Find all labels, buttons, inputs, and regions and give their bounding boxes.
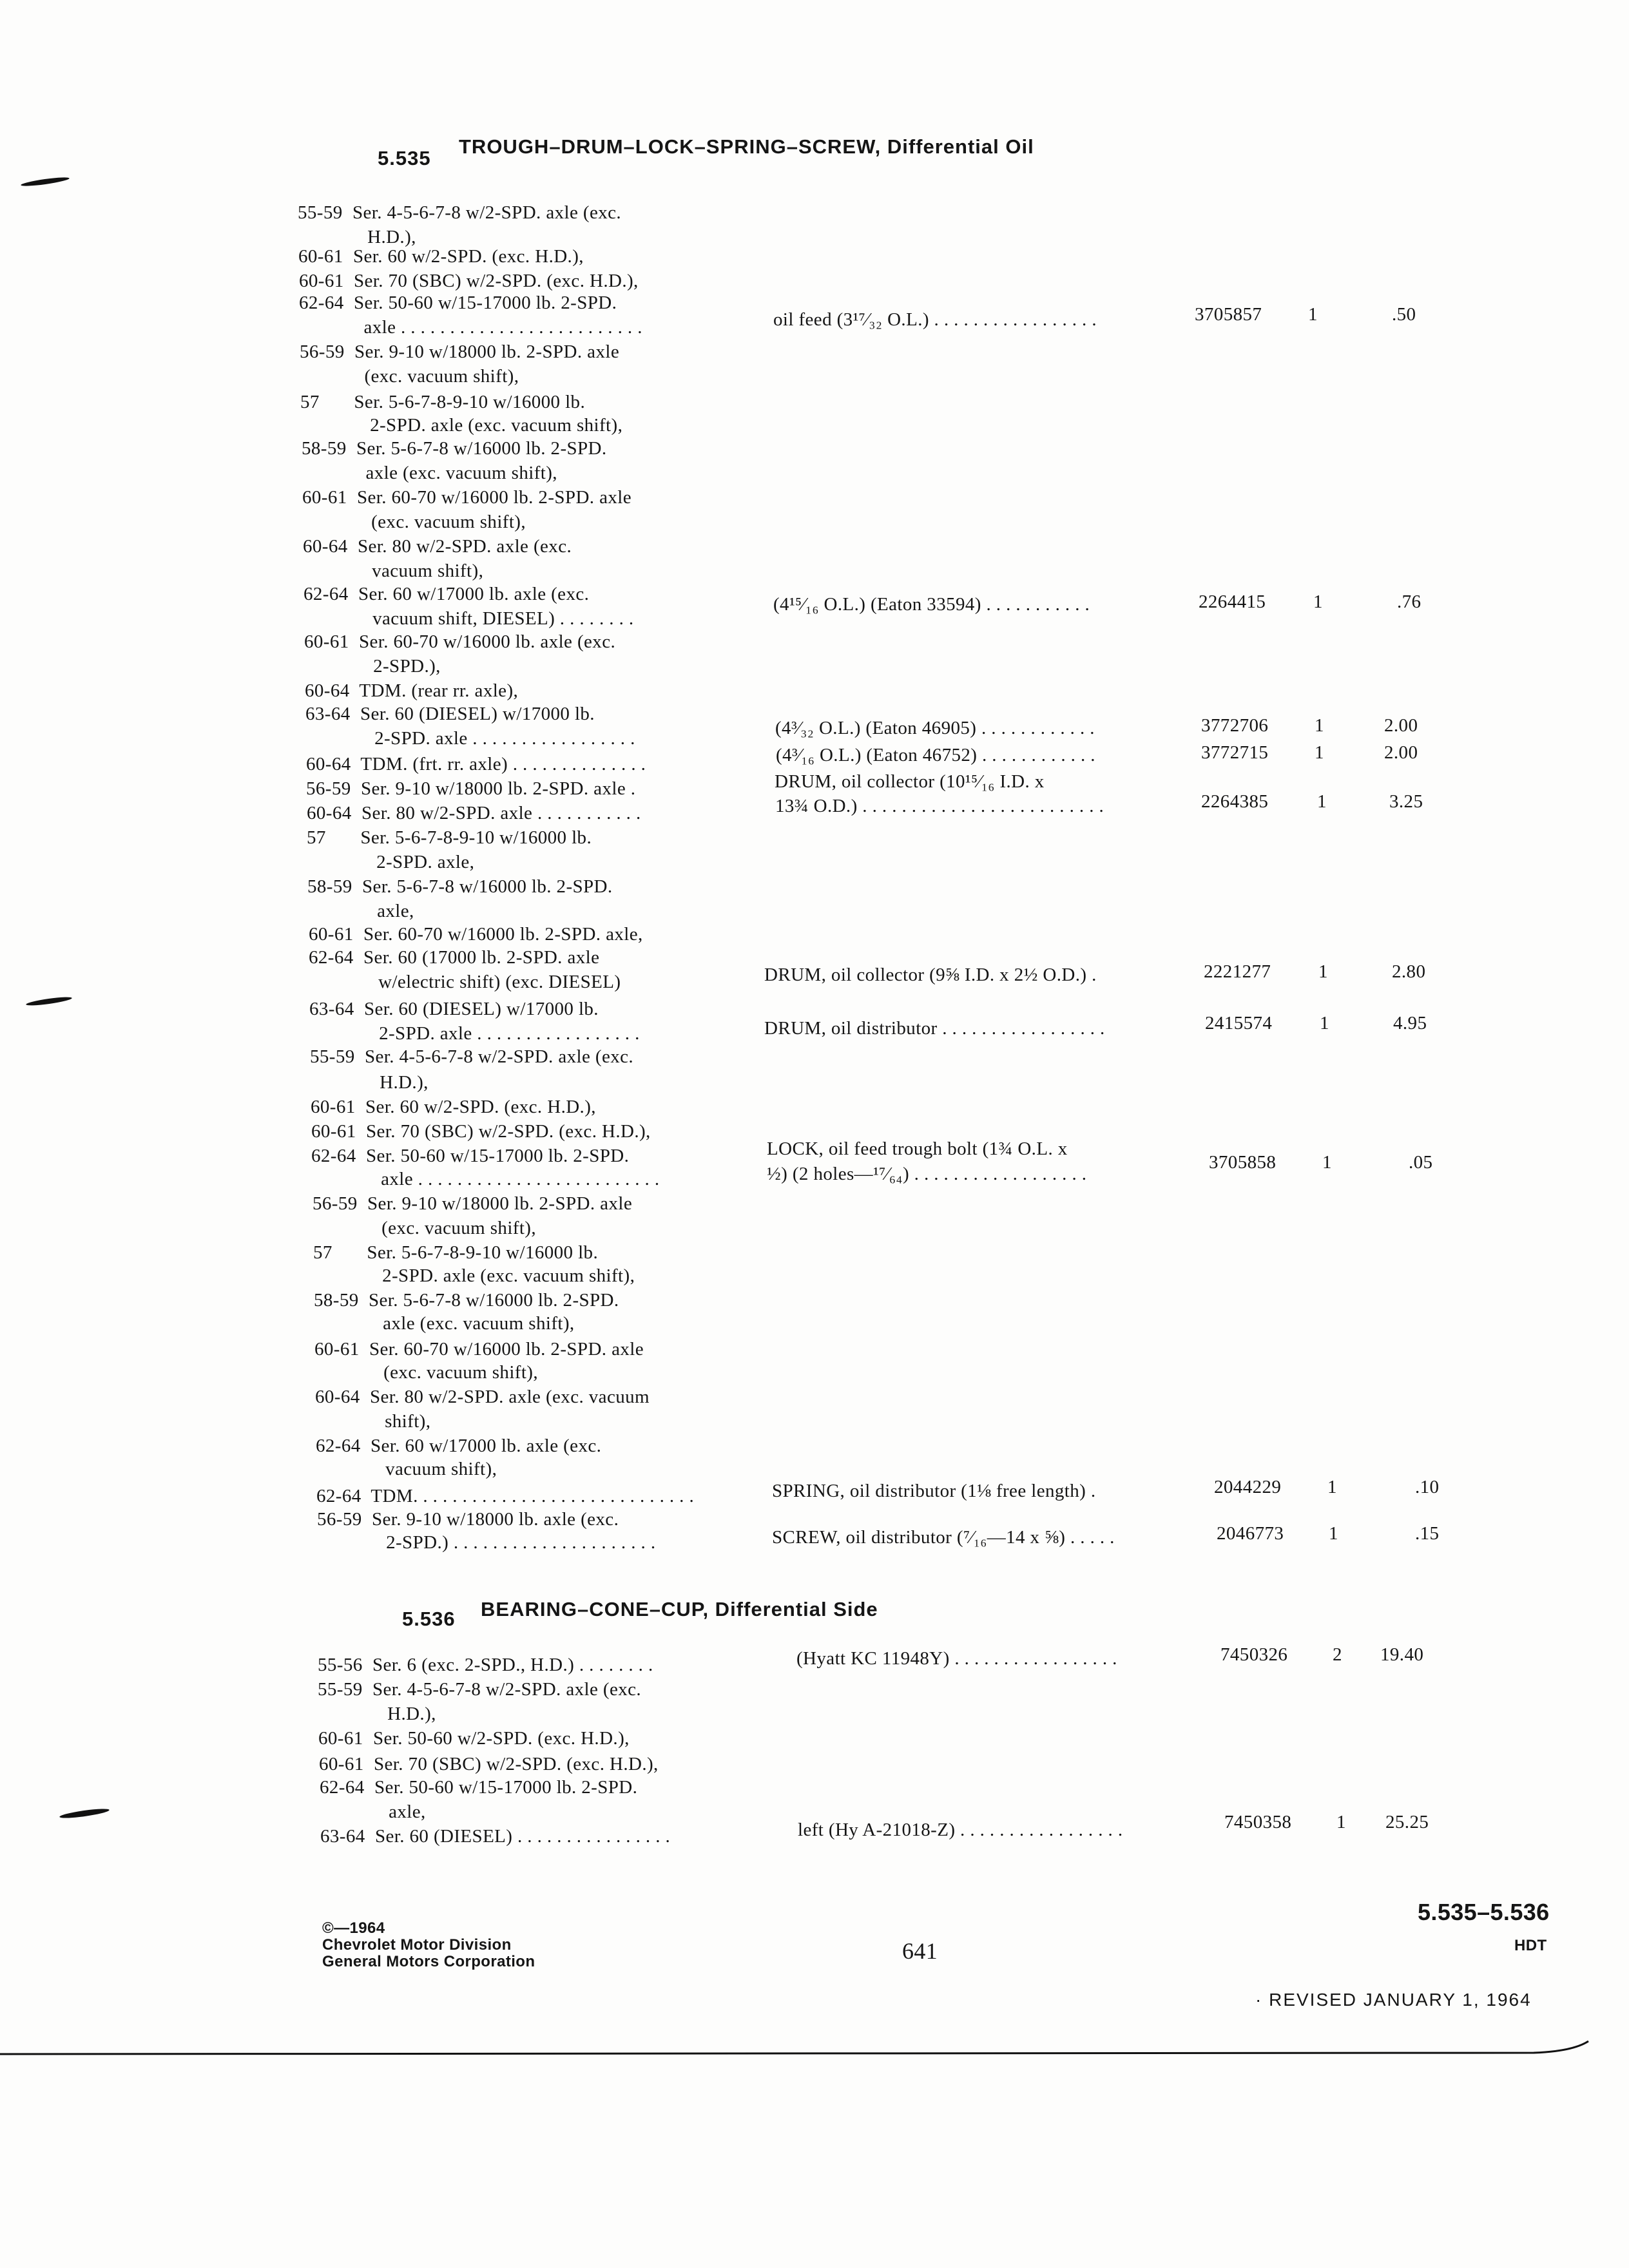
applicability-line: 55-59 Ser. 4-5-6-7-8 w/2-SPD. axle (exc. <box>310 1046 634 1067</box>
part-number: 7450326 <box>1220 1644 1288 1665</box>
description-line: LOCK, oil feed trough bolt (1¾ O.L. x <box>767 1139 1068 1159</box>
applicability-line: 60-64 TDM. (rear rr. axle), <box>305 680 519 701</box>
quantity: 1 <box>1308 304 1318 325</box>
applicability-line: 2-SPD. axle, <box>307 852 475 872</box>
binder-mark-middle <box>26 995 72 1007</box>
applicability-line: 2-SPD. axle . . . . . . . . . . . . . . . . . <box>310 1023 640 1044</box>
copyright-line: ©—1964 <box>322 1919 385 1937</box>
price: .05 <box>1409 1152 1433 1173</box>
applicability-line: 60-61 Ser. 70 (SBC) w/2-SPD. (exc. H.D.), <box>319 1754 659 1774</box>
price: 3.25 <box>1389 791 1423 812</box>
applicability-line: 60-61 Ser. 60-70 w/16000 lb. 2-SPD. axle <box>314 1339 644 1360</box>
part-number: 2046773 <box>1217 1523 1284 1544</box>
applicability-line: H.D.), <box>318 1704 436 1724</box>
applicability-line: axle . . . . . . . . . . . . . . . . . . . . . . . . . <box>300 317 642 338</box>
applicability-line: vacuum shift), <box>303 561 484 581</box>
applicability-line: 60-64 Ser. 80 w/2-SPD. axle . . . . . . . . . . . <box>307 803 641 823</box>
applicability-line: 60-61 Ser. 60-70 w/16000 lb. 2-SPD. axle <box>302 487 631 508</box>
quantity: 1 <box>1315 715 1324 736</box>
quantity: 1 <box>1327 1477 1337 1497</box>
quantity: 1 <box>1336 1812 1346 1832</box>
price: .76 <box>1397 591 1422 612</box>
section-range: 5.535–5.536 <box>1418 1899 1550 1925</box>
applicability-line: (exc. vacuum shift), <box>313 1218 537 1238</box>
applicability-line: 62-64 Ser. 50-60 w/15-17000 lb. 2-SPD. <box>299 293 617 313</box>
part-number: 2264415 <box>1199 591 1266 612</box>
applicability-line: 60-61 Ser. 70 (SBC) w/2-SPD. (exc. H.D.), <box>299 271 639 291</box>
binder-mark-bottom <box>59 1807 110 1820</box>
price: .15 <box>1415 1523 1440 1544</box>
quantity: 1 <box>1322 1152 1332 1173</box>
applicability-line: H.D.), <box>311 1072 429 1093</box>
applicability-line: 60-61 Ser. 60-70 w/16000 lb. 2-SPD. axle, <box>309 924 643 945</box>
applicability-line: 62-64 Ser. 60 w/17000 lb. axle (exc. <box>316 1436 602 1456</box>
description-line: SPRING, oil distributor (1⅛ free length) . <box>772 1481 1096 1501</box>
applicability-line: 56-59 Ser. 9-10 w/18000 lb. axle (exc. <box>317 1509 619 1530</box>
applicability-line: axle (exc. vacuum shift), <box>302 463 557 483</box>
quantity: 1 <box>1320 1013 1329 1033</box>
applicability-line: 58-59 Ser. 5-6-7-8 w/16000 lb. 2-SPD. <box>307 876 613 897</box>
applicability-line: 55-56 Ser. 6 (exc. 2-SPD., H.D.) . . . . . . . . <box>318 1655 653 1675</box>
division-line: Chevrolet Motor Division <box>322 1936 512 1954</box>
part-number: 7450358 <box>1224 1812 1292 1832</box>
section-5536-number: 5.536 <box>402 1608 456 1630</box>
price: .10 <box>1415 1477 1440 1497</box>
applicability-line: 60-61 Ser. 50-60 w/2-SPD. (exc. H.D.), <box>318 1728 630 1749</box>
quantity: 1 <box>1313 591 1323 612</box>
applicability-line: H.D.), <box>298 227 416 247</box>
description-line: 13¾ O.D.) . . . . . . . . . . . . . . . . . . . . . . . . . <box>775 796 1104 816</box>
applicability-line: 62-64 Ser. 60 w/17000 lb. axle (exc. <box>304 584 590 604</box>
part-number: 3772715 <box>1201 742 1269 763</box>
corporation-line: General Motors Corporation <box>322 1953 535 1970</box>
description-line: (4¹⁵⁄₁₆ O.L.) (Eaton 33594) . . . . . . . . . . . <box>773 594 1090 615</box>
price: 4.95 <box>1393 1013 1427 1033</box>
description-line: DRUM, oil collector (10¹⁵⁄₁₆ I.D. x <box>775 771 1045 792</box>
applicability-line: 63-64 Ser. 60 (DIESEL) . . . . . . . . . . . . . . . . <box>320 1826 671 1847</box>
description-line: DRUM, oil collector (9⅝ I.D. x 2½ O.D.) . <box>764 965 1097 985</box>
bottom-rule <box>0 2030 1629 2068</box>
price: 2.80 <box>1392 961 1426 982</box>
applicability-line: 57 Ser. 5-6-7-8-9-10 w/16000 lb. <box>307 827 592 848</box>
applicability-line: 56-59 Ser. 9-10 w/18000 lb. 2-SPD. axle <box>300 341 620 362</box>
applicability-line: 60-61 Ser. 60 w/2-SPD. (exc. H.D.), <box>298 246 584 267</box>
description-line: ½) (2 holes—¹⁷⁄₆₄) . . . . . . . . . . . . . . . . . . <box>767 1164 1087 1184</box>
applicability-line: axle (exc. vacuum shift), <box>314 1313 575 1334</box>
applicability-line: 57 Ser. 5-6-7-8-9-10 w/16000 lb. <box>300 392 586 412</box>
description-line: left (Hy A-21018-Z) . . . . . . . . . . . . . . . . . <box>798 1820 1123 1840</box>
page-number: 641 <box>902 1938 938 1964</box>
applicability-line: 55-59 Ser. 4-5-6-7-8 w/2-SPD. axle (exc. <box>298 202 622 223</box>
price: 2.00 <box>1384 715 1418 736</box>
applicability-line: w/electric shift) (exc. DIESEL) <box>309 972 621 992</box>
description-line: (4³⁄₁₆ O.L.) (Eaton 46752) . . . . . . . . . . . . <box>776 745 1095 765</box>
applicability-line: axle . . . . . . . . . . . . . . . . . . . . . . . . . <box>312 1169 660 1189</box>
quantity: 1 <box>1317 791 1327 812</box>
applicability-line: 56-59 Ser. 9-10 w/18000 lb. 2-SPD. axle <box>313 1193 633 1214</box>
applicability-line: 60-64 Ser. 80 w/2-SPD. axle (exc. vacuum <box>315 1387 650 1407</box>
quantity: 1 <box>1315 742 1324 763</box>
revised-date: · REVISED JANUARY 1, 1964 <box>1255 1990 1532 2010</box>
binder-mark-top <box>21 176 70 187</box>
description-line: SCREW, oil distributor (⁷⁄₁₆—14 x ⅝) . . . . . <box>772 1527 1115 1548</box>
applicability-line: 62-64 TDM. . . . . . . . . . . . . . . . . . . . . . . . . . . . . <box>316 1486 695 1506</box>
part-number: 2044229 <box>1214 1477 1282 1497</box>
price: 25.25 <box>1385 1812 1429 1832</box>
part-number: 3705858 <box>1209 1152 1277 1173</box>
quantity: 1 <box>1329 1523 1338 1544</box>
applicability-line: 2-SPD. axle . . . . . . . . . . . . . . . . . <box>305 728 635 749</box>
applicability-line: axle, <box>308 901 414 921</box>
applicability-line: vacuum shift), <box>316 1459 497 1479</box>
applicability-line: 58-59 Ser. 5-6-7-8 w/16000 lb. 2-SPD. <box>302 438 607 459</box>
applicability-line: 2-SPD.) . . . . . . . . . . . . . . . . . . . . . <box>317 1532 656 1553</box>
applicability-line: vacuum shift, DIESEL) . . . . . . . . <box>304 608 634 629</box>
applicability-line: 2-SPD.), <box>304 656 441 677</box>
description-line: (Hyatt KC 11948Y) . . . . . . . . . . . . . . . . . <box>796 1648 1117 1669</box>
applicability-line: 56-59 Ser. 9-10 w/18000 lb. 2-SPD. axle . <box>306 778 636 799</box>
quantity: 2 <box>1333 1644 1342 1665</box>
hdt-code: HDT <box>1514 1937 1547 1954</box>
applicability-line: (exc. vacuum shift), <box>300 366 519 387</box>
applicability-line: 58-59 Ser. 5-6-7-8 w/16000 lb. 2-SPD. <box>314 1290 619 1311</box>
description-line: DRUM, oil distributor . . . . . . . . . . . . . . . . . <box>764 1018 1105 1039</box>
applicability-line: 62-64 Ser. 50-60 w/15-17000 lb. 2-SPD. <box>320 1777 638 1798</box>
description-line: (4³⁄₃₂ O.L.) (Eaton 46905) . . . . . . . . . . . . <box>775 718 1095 738</box>
applicability-line: (exc. vacuum shift), <box>302 512 526 532</box>
price: 19.40 <box>1380 1644 1424 1665</box>
applicability-line: 63-64 Ser. 60 (DIESEL) w/17000 lb. <box>305 704 595 724</box>
part-number: 2415574 <box>1205 1013 1273 1033</box>
applicability-line: 60-61 Ser. 60-70 w/16000 lb. axle (exc. <box>304 631 616 652</box>
applicability-line: 60-64 Ser. 80 w/2-SPD. axle (exc. <box>303 536 572 557</box>
section-5536-title: BEARING–CONE–CUP, Differential Side <box>481 1598 878 1620</box>
quantity: 1 <box>1318 961 1328 982</box>
applicability-line: 60-61 Ser. 60 w/2-SPD. (exc. H.D.), <box>311 1097 596 1117</box>
part-number: 2264385 <box>1201 791 1269 812</box>
applicability-line: 57 Ser. 5-6-7-8-9-10 w/16000 lb. <box>313 1242 599 1263</box>
description-line: oil feed (3¹⁷⁄₃₂ O.L.) . . . . . . . . . . . . . . . . . <box>773 309 1097 330</box>
applicability-line: 63-64 Ser. 60 (DIESEL) w/17000 lb. <box>309 999 599 1019</box>
part-number: 2221277 <box>1204 961 1271 982</box>
applicability-line: 2-SPD. axle (exc. vacuum shift), <box>301 415 623 436</box>
applicability-line: shift), <box>316 1411 431 1432</box>
applicability-line: 60-64 TDM. (frt. rr. axle) . . . . . . . . . . . . . . <box>306 754 646 774</box>
applicability-line: (exc. vacuum shift), <box>314 1362 539 1383</box>
part-number: 3705857 <box>1195 304 1262 325</box>
part-number: 3772706 <box>1201 715 1269 736</box>
applicability-line: 2-SPD. axle (exc. vacuum shift), <box>313 1265 635 1286</box>
applicability-line: 60-61 Ser. 70 (SBC) w/2-SPD. (exc. H.D.), <box>311 1121 651 1142</box>
applicability-line: 62-64 Ser. 60 (17000 lb. 2-SPD. axle <box>309 947 600 968</box>
applicability-line: 55-59 Ser. 4-5-6-7-8 w/2-SPD. axle (exc. <box>318 1679 642 1700</box>
price: 2.00 <box>1384 742 1418 763</box>
price: .50 <box>1392 304 1416 325</box>
section-5535-number: 5.535 <box>378 147 431 169</box>
applicability-line: axle, <box>320 1802 426 1822</box>
section-5535-title: TROUGH–DRUM–LOCK–SPRING–SCREW, Differential Oil <box>459 135 1034 158</box>
applicability-line: 62-64 Ser. 50-60 w/15-17000 lb. 2-SPD. <box>311 1146 630 1166</box>
